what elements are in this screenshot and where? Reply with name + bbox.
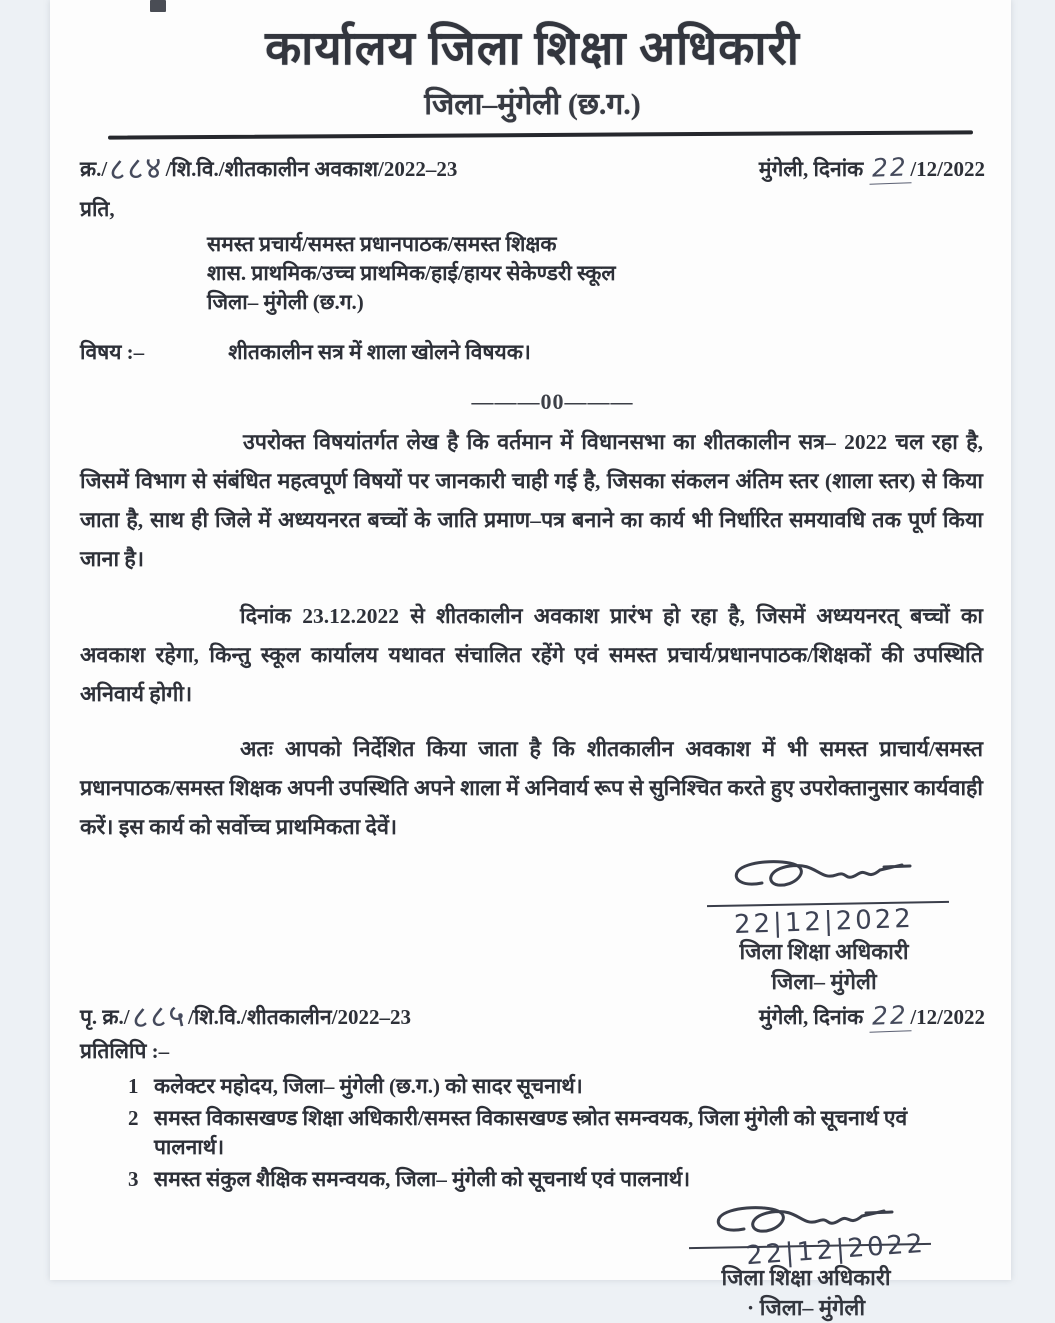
signatory-district: · जिला– मुंगेली	[746, 1295, 866, 1320]
handwritten-dispatch-number: ८८५	[131, 998, 187, 1036]
handwritten-date: 22	[868, 152, 911, 184]
copy-item-number: 2	[128, 1106, 139, 1130]
place-date-label: मुंगेली, दिनांक	[758, 157, 864, 181]
signature-date-handwritten: 22|12|2022	[745, 1228, 927, 1272]
copy-item-number: 1	[128, 1074, 139, 1098]
body-paragraph-2: दिनांक 23.12.2022 से शीतकालीन अवकाश प्रारंभ हो रहा है, जिसमें अध्ययनरत् बच्चों का अवकाश रहेगा, किन्तु स्कूल कार्यालय यथावत संचालित रहेंगे एवं समस्त प्रचार्य/प्रधानपाठक/शिक्षकों की उपस्थिति अनिवार्य होगी।	[80, 604, 983, 706]
signatory-designation: जिला शिक्षा अधिकारी	[739, 939, 909, 964]
copy-item-number: 3	[128, 1167, 139, 1191]
subject-text: शीतकालीन सत्र में शाला खोलने विषयक।	[228, 340, 531, 364]
letterhead-subtitle: जिला–मुंगेली (छ.ग.)	[424, 88, 641, 121]
signature-block-top	[689, 853, 959, 997]
copies-label: प्रतिलिपि :–	[80, 1039, 170, 1063]
letterhead	[80, 14, 985, 123]
signature-date-handwritten: 22|12|2022	[733, 903, 915, 941]
address-line-2: शास. प्राथमिक/उच्च प्राथमिक/हाई/हायर सेकेण्डरी स्कूल	[207, 261, 616, 285]
scan-artifact	[150, 0, 166, 12]
address-line-1: समस्त प्रचार्य/समस्त प्रधानपाठक/समस्त शिक्षक	[207, 232, 557, 256]
date-rest-bottom: /12/2022	[910, 1005, 985, 1029]
signatory-designation: जिला शिक्षा अधिकारी	[721, 1265, 891, 1290]
dispatch-row	[80, 998, 985, 1036]
handwritten-date-bottom: 22	[868, 1000, 911, 1032]
copy-item-3	[128, 1165, 985, 1194]
dispatch-suffix: /शि.वि./शीतकालीन/2022–23	[188, 1005, 411, 1029]
dispatch-number-line	[80, 998, 411, 1036]
copy-item-text: समस्त विकासखण्ड शिक्षा अधिकारी/समस्त विकासखण्ड स्त्रोत समन्वयक, जिला मुंगेली को सूचनार्थ एवं पालनार्थ।	[154, 1106, 908, 1159]
reference-number-line	[80, 150, 458, 188]
subject-label: विषय :–	[80, 340, 145, 364]
reference-prefix: क्र./	[80, 157, 108, 181]
section-separator: ———00———	[471, 389, 634, 414]
body-paragraph-3: अतः आपको निर्देशित किया जाता है कि शीतकालीन अवकाश में भी समस्त प्राचार्य/समस्त प्रधानपाठक/समस्त शिक्षक अपनी उपस्थिति अपने शाला में अनिवार्य रूप से सुनिश्चित करते हुए उपरोक्तानुसार कार्यवाही करें। इस कार्य को सर्वोच्च प्राथमिकता देवें।	[80, 737, 983, 839]
copy-item-2	[128, 1104, 985, 1162]
copy-item-text: समस्त संकुल शैक्षिक समन्वयक, जिला– मुंगेली को सूचनार्थ एवं पालनार्थ।	[154, 1167, 691, 1191]
body-paragraph-1: उपरोक्त विषयांतर्गत लेख है कि वर्तमान में विधानसभा का शीतकालीन सत्र– 2022 चल रहा है, जिसमें विभाग से संबंधित महत्वपूर्ण विषयों पर जानकारी चाही गई है, जिसका संकलन अंतिम स्तर (शाला स्तर) से किया जाता है, साथ ही जिले में अध्ययनरत बच्चों के जाति प्रमाण–पत्र बनाने का कार्य भी निर्धारित समयावधि तक पूर्ण किया जाना है।	[80, 430, 983, 571]
dispatch-prefix: पृ. क्र./	[80, 1005, 130, 1029]
signature-block-bottom	[671, 1197, 941, 1323]
place-date-label-bottom: मुंगेली, दिनांक	[758, 1005, 864, 1029]
copy-item-text: कलेक्टर महोदय, जिला– मुंगेली (छ.ग.) को सादर सूचनार्थ।	[154, 1074, 583, 1098]
date-rest: /12/2022	[910, 157, 985, 181]
place-date-line	[759, 153, 985, 184]
place-date-line-bottom	[759, 1001, 985, 1032]
address-block	[207, 230, 985, 317]
address-line-3: जिला– मुंगेली (छ.ग.)	[207, 290, 364, 314]
signature-scribble-icon	[724, 853, 924, 909]
reference-row	[80, 150, 985, 188]
copy-list	[128, 1072, 985, 1194]
signatory-district: जिला– मुंगेली	[771, 969, 877, 994]
handwritten-ref-number: ८८४	[108, 150, 165, 188]
salutation: प्रति,	[80, 197, 115, 221]
copy-item-1	[128, 1072, 985, 1101]
letterhead-title: कार्यालय जिला शिक्षा अधिकारी	[265, 23, 800, 75]
letter-page	[50, 0, 1011, 1320]
letterhead-divider	[108, 130, 973, 139]
subject-row	[80, 337, 985, 367]
reference-suffix: /शि.वि./शीतकालीन अवकाश/2022–23	[165, 157, 458, 181]
